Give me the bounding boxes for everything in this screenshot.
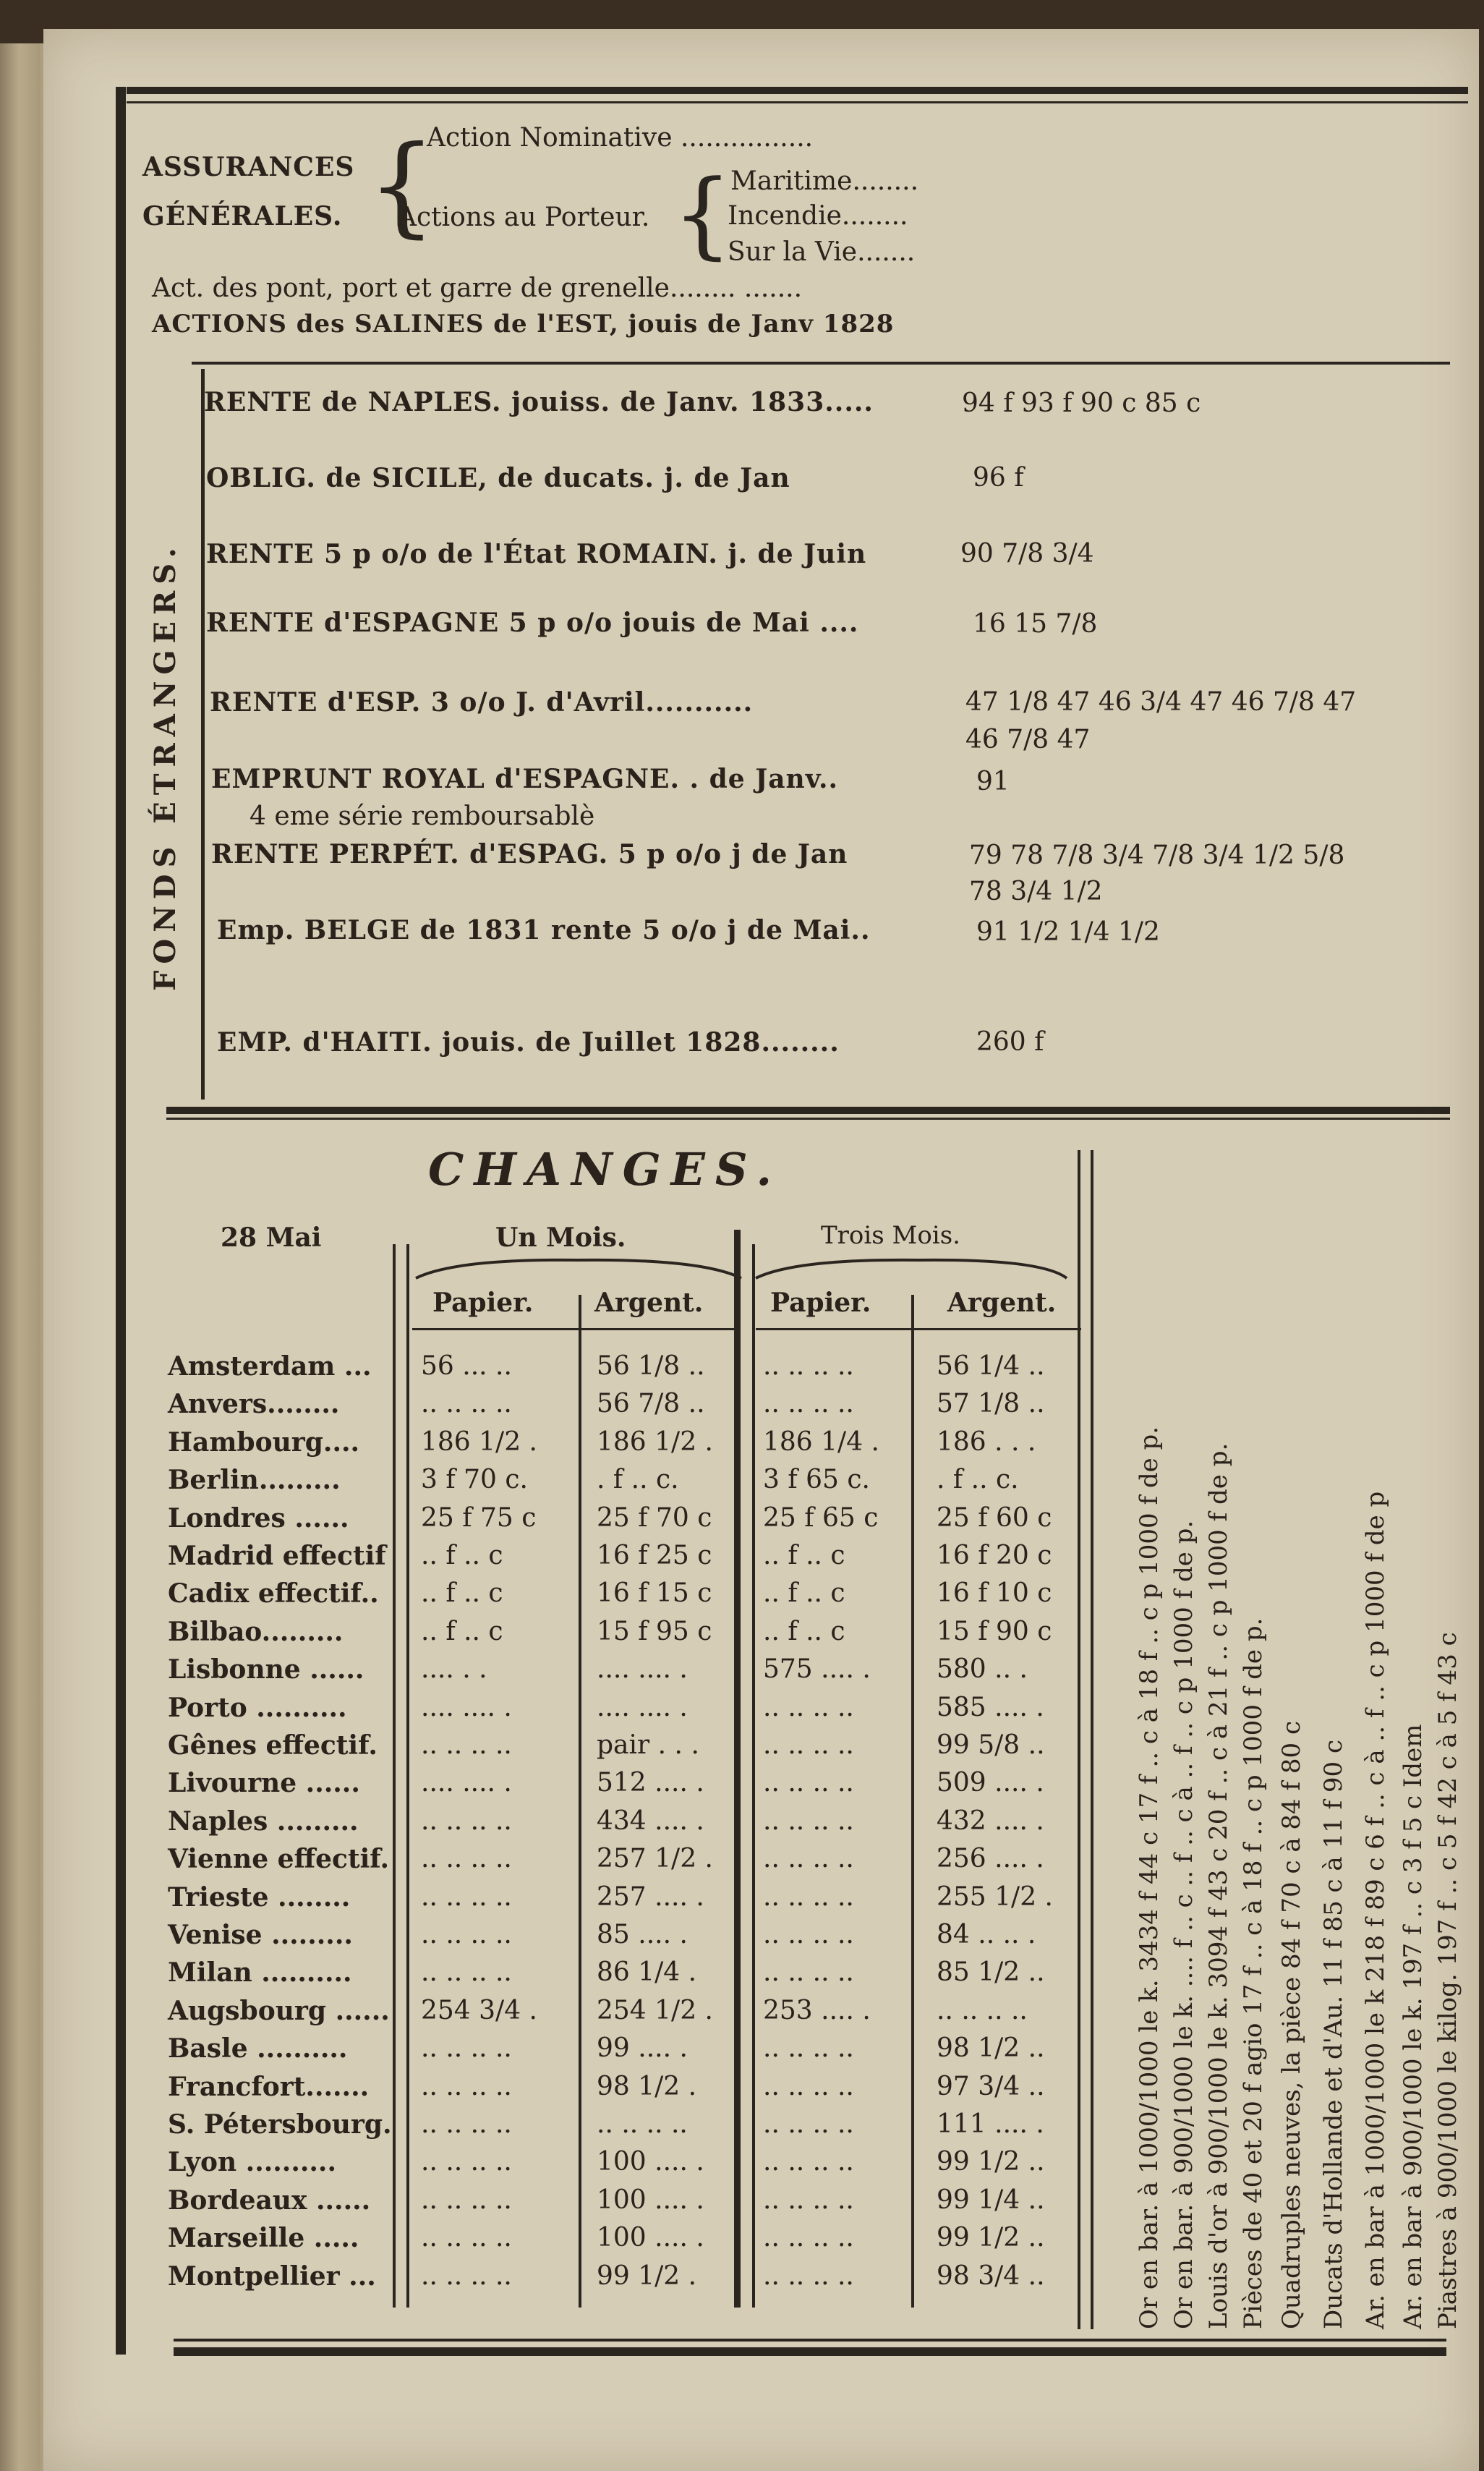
sur-la-vie: Sur la Vie....... (728, 237, 916, 267)
city-name: Gênes effectif. (168, 1730, 378, 1761)
city-name: Bordeaux ...... (168, 2185, 371, 2216)
trois-mois-papier: .. .. .. .. (763, 1692, 854, 1722)
changes-date: 28 Mai (221, 1222, 322, 1253)
generales-label: GÉNÉRALES. (142, 201, 343, 231)
table-row (0, 2072, 1085, 2109)
metal-entry: Ducats d'Hollande et d'Au. 11 f 85 c à 11 f 90 c (1319, 1739, 1348, 2329)
trois-mois-argent: 99 5/8 .. (937, 1730, 1045, 1760)
un-mois-papier: .... .... . (421, 1692, 512, 1722)
table-row (0, 1351, 1085, 1389)
un-mois-papier: .. .. .. .. (421, 1806, 512, 1836)
changes-title: CHANGES. (428, 1143, 782, 1196)
city-name: Livourne ...... (168, 1768, 360, 1799)
city-name: Francfort....... (168, 2071, 370, 2102)
fonds-row-label: RENTE d'ESP. 3 o/o J. d'Avril........... (210, 687, 754, 718)
table-row (0, 2109, 1085, 2147)
city-name: Madrid effectif (168, 1541, 386, 1571)
section-rule-thin (166, 1118, 1450, 1120)
fonds-row-label: RENTE de NAPLES. jouiss. de Janv. 1833..... (204, 387, 874, 417)
metal-entry: Pièces de 40 et 20 f agio 17 f .. c à 18 f .. c p 1000 f de p. (1239, 1617, 1268, 2329)
trois-mois-argent: 16 f 20 c (937, 1541, 1052, 1570)
fonds-row-value: 91 (976, 767, 1010, 796)
city-name: Lyon .......... (168, 2147, 336, 2178)
trois-mois-argent: 186 . . . (937, 1426, 1036, 1457)
trois-mois-argent: 111 .... . (937, 2109, 1044, 2139)
city-name: Porto .......... (168, 1692, 347, 1723)
un-mois-argent: 56 7/8 .. (597, 1389, 705, 1419)
un-mois-papier: .. f .. c (421, 1578, 503, 1609)
trois-mois-papier: .. .. .. .. (763, 1389, 854, 1419)
un-mois-papier: 186 1/2 . (421, 1426, 537, 1457)
trois-mois-argent: 15 f 90 c (937, 1616, 1052, 1646)
trois-mois-papier: .. .. .. .. (763, 2033, 854, 2064)
city-name: Bilbao......... (168, 1616, 344, 1647)
table-row (0, 1844, 1085, 1881)
un-mois-argent: 512 .... . (597, 1768, 704, 1798)
un-mois-papier: .. .. .. .. (421, 1957, 512, 1988)
fonds-row-value: 260 f (976, 1027, 1044, 1057)
city-name: Vienne effectif. (168, 1844, 389, 1875)
un-mois-papier: .. .. .. .. (421, 1881, 512, 1912)
un-mois-argent: 257 1/2 . (597, 1844, 713, 1874)
trois-mois-papier: .. f .. c (763, 1616, 845, 1646)
city-name: Anvers........ (168, 1389, 340, 1420)
un-mois-papier: .. f .. c (421, 1616, 503, 1646)
assurances-label: ASSURANCES (142, 152, 355, 182)
city-name: Naples ......... (168, 1806, 359, 1837)
un-mois-argent: 15 f 95 c (597, 1616, 712, 1646)
trois-mois-papier: .. .. .. .. (763, 2223, 854, 2253)
fonds-etrangers-title: FONDS ÉTRANGERS. (148, 541, 182, 991)
un-mois-papier: .... . . (421, 1654, 487, 1685)
city-name: Londres ...... (168, 1502, 349, 1534)
metal-entry: Ar. en bar à 1000/1000 le k 218 f 89 c 6 f .. c à .. f .. c p 1000 f de p (1361, 1491, 1390, 2329)
un-mois-header: Un Mois. (495, 1222, 626, 1253)
un-mois-argent: .... .... . (597, 1692, 688, 1722)
fonds-row-label: OBLIG. de SICILE, de ducats. j. de Jan (206, 463, 790, 493)
un-mois-papier: .. .. .. .. (421, 1844, 512, 1874)
un-mois-argent: 434 .... . (597, 1806, 704, 1836)
un-mois-papier: .. .. .. .. (421, 2033, 512, 2064)
un-mois-argent: 56 1/8 .. (597, 1351, 705, 1381)
trois-mois-papier: .. .. .. .. (763, 1351, 854, 1381)
un-mois-argent: 186 1/2 . (597, 1426, 713, 1457)
city-name: Montpellier ... (168, 2261, 376, 2292)
un-mois-argent: . f .. c. (597, 1465, 679, 1495)
trois-mois-papier: .. .. .. .. (763, 2147, 854, 2177)
trois-mois-papier: .. .. .. .. (763, 1957, 854, 1988)
trois-mois-papier: 186 1/4 . (763, 1426, 879, 1457)
trois-mois-papier: .. .. .. .. (763, 2071, 854, 2101)
trois-mois-papier: .. f .. c (763, 1578, 845, 1609)
actions-salines: ACTIONS des SALINES de l'EST, jouis de Janv 1828 (152, 310, 895, 339)
actions-porteur: Actions au Porteur. (398, 203, 650, 232)
trois-mois-argent: 585 .... . (937, 1692, 1044, 1722)
trois-mois-argent: 509 .... . (937, 1768, 1044, 1798)
trois-mois-argent: .. .. .. .. (937, 1995, 1028, 2025)
un-mois-papier: .. .. .. .. (421, 2071, 512, 2101)
fonds-row-value: 96 f (973, 463, 1024, 493)
table-row (0, 1578, 1085, 1616)
metal-entry: Piastres à 900/1000 le kilog. 197 f .. c 5 f 42 c à 5 f 43 c (1433, 1632, 1462, 2329)
trois-mois-papier: .. .. .. .. (763, 2185, 854, 2215)
un-mois-argent: 85 .... . (597, 1920, 688, 1949)
brace-icon: { (367, 123, 437, 249)
un-mois-argent: 25 f 70 c (597, 1502, 712, 1533)
fonds-row-label: RENTE 5 p o/o de l'État ROMAIN. j. de Juin (206, 539, 867, 569)
city-name: S. Pétersbourg. (168, 2109, 392, 2140)
trois-mois-argent: . f .. c. (937, 1465, 1019, 1495)
city-name: Augsbourg ...... (168, 1995, 390, 2026)
top-rule (127, 87, 1468, 94)
fonds-row-value-cont: 46 7/8 47 (965, 725, 1091, 754)
trois-mois-papier: .. .. .. .. (763, 1806, 854, 1836)
city-name: Amsterdam ... (168, 1351, 372, 1382)
fonds-row-label: RENTE PERPÉT. d'ESPAG. 5 p o/o j de Jan (211, 839, 848, 869)
table-row (0, 2185, 1085, 2223)
papier-header: Papier. (770, 1288, 871, 1318)
metal-column (1433, 1128, 1481, 2329)
un-mois-argent: 99 1/2 . (597, 2261, 697, 2291)
section-rule (166, 1107, 1450, 1114)
table-row (0, 1654, 1085, 1692)
trois-mois-argent: 99 1/4 .. (937, 2185, 1045, 2215)
action-nominative: Action Nominative ................ (427, 123, 814, 153)
table-row (0, 1882, 1085, 1920)
city-name: Hambourg.... (168, 1426, 360, 1458)
un-mois-argent: 100 .... . (597, 2185, 704, 2215)
table-row (0, 1389, 1085, 1426)
city-name: Marseille ..... (168, 2223, 359, 2254)
un-mois-papier: .. .. .. .. (421, 1920, 512, 1949)
argent-header: Argent. (947, 1288, 1057, 1318)
table-row (0, 1503, 1085, 1541)
incendie: Incendie........ (728, 201, 908, 231)
un-mois-papier: 25 f 75 c (421, 1502, 537, 1533)
fonds-row-value: 94 f 93 f 90 c 85 c (962, 388, 1201, 418)
un-mois-papier: .. .. .. .. (421, 2185, 512, 2215)
un-mois-argent: 16 f 25 c (597, 1541, 712, 1570)
trois-mois-argent: 99 1/2 .. (937, 2223, 1045, 2253)
un-mois-papier: .. .. .. .. (421, 2223, 512, 2253)
trois-mois-papier: .. .. .. .. (763, 2109, 854, 2139)
section-rule (192, 362, 1450, 365)
un-mois-argent: 100 .... . (597, 2223, 704, 2253)
table-row (0, 1996, 1085, 2033)
trois-mois-argent: 255 1/2 . (937, 1881, 1053, 1912)
trois-mois-argent: 16 f 10 c (937, 1578, 1052, 1609)
trois-mois-argent: 432 .... . (937, 1806, 1044, 1836)
trois-mois-papier: .. .. .. .. (763, 2261, 854, 2291)
table-row (0, 1920, 1085, 1957)
maritime: Maritime........ (730, 166, 919, 196)
un-mois-papier: .. .. .. .. (421, 1389, 512, 1419)
metal-column (1319, 1128, 1367, 2329)
metal-entry: Or en bar. à 900/1000 le k. .... f .. c .. f .. c à .. f .. c p 1000 f de p. (1169, 1520, 1198, 2329)
un-mois-papier: .. .. .. .. (421, 1730, 512, 1760)
header-underline (412, 1328, 738, 1330)
city-name: Trieste ........ (168, 1881, 351, 1913)
trois-mois-argent: 256 .... . (937, 1844, 1044, 1874)
papier-header: Papier. (432, 1288, 534, 1318)
table-row (0, 2147, 1085, 2185)
metal-column (1277, 1128, 1325, 2329)
table-row (0, 1957, 1085, 1995)
trois-mois-argent: 84 .. .. . (937, 1920, 1036, 1949)
trois-mois-papier: .. .. .. .. (763, 1844, 854, 1874)
act-pont: Act. des pont, port et garre de grenelle........ ....... (152, 273, 803, 303)
trois-mois-argent: 580 .. . (937, 1654, 1028, 1685)
trois-mois-papier: .. .. .. .. (763, 1768, 854, 1798)
trois-mois-argent: 99 1/2 .. (937, 2147, 1045, 2177)
fonds-row-label: EMPRUNT ROYAL d'ESPAGNE. . de Janv.. (211, 764, 839, 794)
metal-entry: Ar. en bar à 900/1000 le k. 197 f .. c 3 f 5 c Idem (1399, 1724, 1428, 2329)
fonds-row-label: Emp. BELGE de 1831 rente 5 o/o j de Mai.. (217, 915, 871, 945)
un-mois-papier: .. .. .. .. (421, 2147, 512, 2177)
metal-entry: Or en bar. à 1000/1000 le k. 3434 f 44 c 17 f .. c à 18 f .. c p 1000 f de p. (1135, 1426, 1164, 2329)
trois-mois-header: Trois Mois. (821, 1221, 960, 1250)
trois-mois-papier: .. .. .. .. (763, 1730, 854, 1760)
fonds-row-value: 16 15 7/8 (973, 609, 1098, 639)
trois-mois-papier: .. .. .. .. (763, 1881, 854, 1912)
table-row (0, 2261, 1085, 2299)
trois-mois-argent: 57 1/8 .. (937, 1389, 1045, 1419)
bottom-rule (174, 2347, 1446, 2356)
city-name: Milan .......... (168, 1957, 352, 1989)
un-mois-argent: 98 1/2 . (597, 2071, 697, 2101)
brace-icon: { (673, 159, 733, 269)
un-mois-argent: 100 .... . (597, 2147, 704, 2177)
header-flourish (412, 1253, 1070, 1282)
table-row (0, 1617, 1085, 1654)
trois-mois-papier: 25 f 65 c (763, 1502, 879, 1533)
table-row (0, 1693, 1085, 1730)
table-row (0, 2033, 1085, 2071)
header-underline (756, 1328, 1081, 1330)
un-mois-papier: 56 ... .. (421, 1351, 512, 1381)
table-row (0, 2223, 1085, 2261)
city-name: Berlin......... (168, 1465, 341, 1496)
top-rule-thin (127, 101, 1468, 103)
trois-mois-papier: 575 .... . (763, 1654, 871, 1685)
fonds-row-value: 79 78 7/8 3/4 7/8 3/4 1/2 5/8 (969, 841, 1345, 870)
trois-mois-papier: 3 f 65 c. (763, 1465, 870, 1495)
city-name: Venise ......... (168, 1920, 353, 1950)
trois-mois-argent: 98 3/4 .. (937, 2261, 1045, 2291)
city-name: Lisbonne ...... (168, 1654, 364, 1685)
trois-mois-papier: .. .. .. .. (763, 1920, 854, 1949)
trois-mois-argent: 97 3/4 .. (937, 2071, 1045, 2101)
trois-mois-papier: 253 .... . (763, 1995, 871, 2025)
trois-mois-argent: 98 1/2 .. (937, 2033, 1045, 2064)
table-row (0, 1427, 1085, 1465)
un-mois-argent: 257 .... . (597, 1881, 704, 1912)
fonds-row-value: 91 1/2 1/4 1/2 (976, 917, 1160, 947)
bottom-rule-thin (174, 2339, 1446, 2342)
argent-header: Argent. (594, 1288, 704, 1318)
table-row (0, 1541, 1085, 1578)
un-mois-papier: .. f .. c (421, 1541, 503, 1570)
trois-mois-papier: .. f .. c (763, 1541, 845, 1570)
fonds-row-value-cont: 78 3/4 1/2 (969, 877, 1103, 906)
fonds-row-label: EMP. d'HAITI. jouis. de Juillet 1828........ (217, 1027, 840, 1058)
trois-mois-argent: 56 1/4 .. (937, 1351, 1045, 1381)
un-mois-argent: 254 1/2 . (597, 1995, 713, 2025)
un-mois-papier: .. .. .. .. (421, 2261, 512, 2291)
un-mois-papier: .. .. .. .. (421, 2109, 512, 2139)
fonds-row-value: 90 7/8 3/4 (960, 539, 1094, 569)
un-mois-papier: 3 f 70 c. (421, 1465, 528, 1495)
trois-mois-argent: 85 1/2 .. (937, 1957, 1045, 1988)
fonds-row-value: 47 1/8 47 46 3/4 47 46 7/8 47 (965, 687, 1357, 717)
trois-mois-argent: 25 f 60 c (937, 1502, 1052, 1533)
metal-entry: Quadruples neuves, la pièce 84 f 70 c à 84 f 80 c (1277, 1720, 1306, 2329)
table-vline (1091, 1150, 1093, 2329)
table-row (0, 1730, 1085, 1768)
un-mois-argent: .. .. .. .. (597, 2109, 688, 2139)
un-mois-argent: 86 1/4 . (597, 1957, 697, 1988)
un-mois-argent: .... .... . (597, 1654, 688, 1685)
fonds-vertical-rule (201, 369, 205, 1100)
un-mois-papier: .... .... . (421, 1768, 512, 1798)
un-mois-papier: 254 3/4 . (421, 1995, 537, 2025)
un-mois-argent: 16 f 15 c (597, 1578, 712, 1609)
table-row (0, 1465, 1085, 1502)
un-mois-argent: pair . . . (597, 1730, 699, 1760)
fonds-row-label: RENTE d'ESPAGNE 5 p o/o jouis de Mai .... (206, 608, 859, 638)
fonds-row-label-cont: 4 eme série remboursablè (250, 801, 595, 831)
table-row (0, 1768, 1085, 1806)
un-mois-argent: 99 .... . (597, 2033, 688, 2064)
metal-entry: Louis d'or à 900/1000 le k. 3094 f 43 c 20 f .. c à 21 f .. c p 1000 f de p. (1204, 1442, 1233, 2329)
city-name: Basle .......... (168, 2033, 348, 2064)
table-row (0, 1806, 1085, 1844)
city-name: Cadix effectif.. (168, 1578, 379, 1609)
